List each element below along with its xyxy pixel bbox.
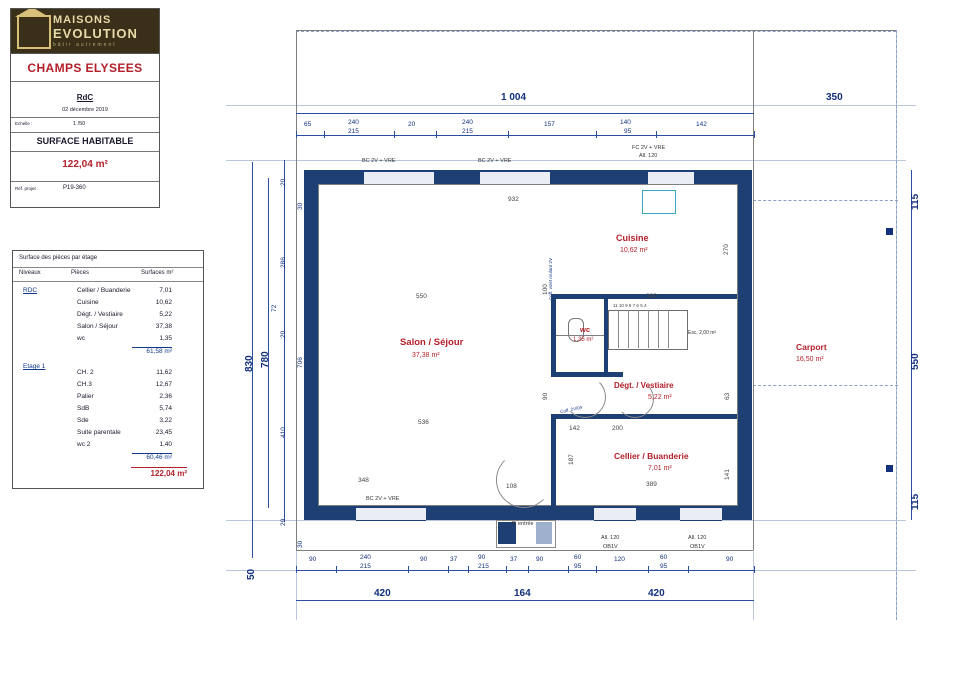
surface-table-title: Surface des pièces par étage bbox=[19, 255, 98, 261]
table-cell-area: 12,67 bbox=[155, 381, 172, 388]
group-label-etage1: Etage 1 bbox=[23, 363, 46, 370]
entry-step bbox=[536, 522, 552, 544]
carport-boundary bbox=[896, 30, 898, 620]
stair-step bbox=[648, 310, 649, 348]
dim-bottom-1: 90 bbox=[309, 556, 317, 563]
table-row: Suite parentale bbox=[77, 429, 121, 436]
dim-bottom-left: 420 bbox=[374, 588, 391, 599]
surface-habitable-value: 122,04 m² bbox=[62, 159, 108, 170]
annotation-window-2: BC 2V + VRE bbox=[478, 158, 512, 164]
room-label-degt: Dégt. / Vestiaire bbox=[614, 381, 674, 390]
annotation-allege-3: All. 120 bbox=[688, 535, 707, 541]
dim-top-4-sub: 215 bbox=[462, 128, 473, 135]
dim-left-3: 286 bbox=[280, 257, 287, 268]
annotation-ob1v-1: OB1V bbox=[603, 544, 618, 550]
dim-bottom-2: 240 bbox=[360, 554, 371, 561]
dim-right-mid: 550 bbox=[910, 353, 921, 370]
dim-inner-2: 550 bbox=[416, 293, 427, 300]
table-row: Sde bbox=[77, 417, 89, 424]
table-cell-area: 1,35 bbox=[159, 335, 172, 342]
annotation-allege-1: All. 120 bbox=[639, 153, 658, 159]
dimension-line-bottom-main bbox=[296, 600, 754, 601]
annotation-window-4: BC 2V + VRE bbox=[366, 496, 400, 502]
company-logo bbox=[11, 9, 159, 54]
dim-bottom-10-sub: 95 bbox=[660, 563, 668, 570]
dim-bottom-5-sub: 215 bbox=[478, 563, 489, 570]
table-row: Cellier / Buanderie bbox=[77, 287, 131, 294]
dimension-line-top bbox=[296, 113, 754, 114]
dim-left-bottom: 50 bbox=[246, 568, 257, 580]
table-row: CH.3 bbox=[77, 381, 92, 388]
dim-inner-5: 389 bbox=[646, 481, 657, 488]
roof-outline bbox=[296, 30, 297, 550]
surface-total: 122,04 m² bbox=[150, 469, 187, 478]
dim-small-1: 270 bbox=[723, 244, 730, 255]
annotation-coffre-volet: Coff. volet roulant 2V bbox=[548, 258, 553, 300]
table-cell-area: 10,62 bbox=[155, 299, 172, 306]
column-header-niveaux: Niveaux bbox=[19, 270, 41, 276]
dim-top-6: 140 bbox=[620, 119, 631, 126]
dimension-chain-bottom bbox=[296, 570, 754, 571]
room-area-cellier: 7,01 m² bbox=[648, 465, 672, 472]
room-area-cuisine: 10,62 m² bbox=[620, 247, 648, 254]
dim-bottom-3: 90 bbox=[420, 556, 428, 563]
dim-left-7: 410 bbox=[280, 427, 287, 438]
dim-small-3: 90 bbox=[542, 392, 549, 400]
kitchen-fixture bbox=[642, 190, 676, 214]
logo-line-2: EVOLUTION bbox=[53, 26, 138, 41]
dim-bottom-mid: 164 bbox=[514, 588, 531, 599]
divider bbox=[11, 181, 159, 182]
room-area-carport: 16,50 m² bbox=[796, 356, 824, 363]
window-opening bbox=[480, 171, 550, 185]
annotation-window-3: FC 2V + VRE bbox=[632, 145, 666, 151]
dim-top-right: 350 bbox=[826, 92, 843, 103]
divider bbox=[11, 117, 159, 118]
anchor-point bbox=[886, 228, 893, 235]
table-cell-area: 23,45 bbox=[155, 429, 172, 436]
dim-top-3: 20 bbox=[408, 121, 416, 128]
table-cell-area: 37,38 bbox=[155, 323, 172, 330]
window-opening bbox=[680, 507, 722, 521]
dim-inner-6: 348 bbox=[358, 477, 369, 484]
dim-inner-3: 389 bbox=[646, 293, 657, 300]
logo-line-1: MAISONS bbox=[53, 14, 112, 26]
room-label-cellier: Cellier / Buanderie bbox=[614, 451, 689, 461]
dim-left-9: 30 bbox=[297, 540, 304, 548]
annotation-window-1: BC 2V + VRE bbox=[362, 158, 396, 164]
dim-bottom-9: 120 bbox=[614, 556, 625, 563]
roof-outline bbox=[296, 30, 896, 31]
table-row: Salon / Séjour bbox=[77, 323, 118, 330]
table-cell-area: 2,36 bbox=[159, 393, 172, 400]
dim-inner-10: 187 bbox=[568, 454, 575, 465]
room-area-salon: 37,38 m² bbox=[412, 352, 440, 359]
carport-boundary bbox=[296, 31, 896, 33]
stair-step bbox=[668, 310, 669, 348]
dim-bottom-8: 60 bbox=[574, 554, 582, 561]
dim-small-2: 100 bbox=[542, 284, 549, 295]
dim-top-1: 65 bbox=[304, 121, 312, 128]
dimension-chain-top bbox=[296, 135, 754, 136]
dim-inner-1: 932 bbox=[508, 196, 519, 203]
dim-inner-9: 142 bbox=[569, 425, 580, 432]
dim-small-5: 141 bbox=[724, 469, 731, 480]
interior-wall bbox=[551, 294, 737, 299]
inner-lining bbox=[737, 184, 738, 506]
window-opening bbox=[356, 507, 426, 521]
table-row: CH. 2 bbox=[77, 369, 94, 376]
dim-top-2-sub: 215 bbox=[348, 128, 359, 135]
carport-boundary bbox=[753, 200, 898, 202]
inner-lining bbox=[318, 184, 738, 185]
exterior-wall-left bbox=[304, 170, 318, 520]
scale-value: 1 /50 bbox=[73, 121, 86, 127]
room-area-wc: 1,35 m² bbox=[573, 337, 594, 343]
reference-label: Réf. projet : bbox=[15, 186, 39, 191]
dim-top-4: 240 bbox=[462, 119, 473, 126]
anchor-point bbox=[886, 465, 893, 472]
column-header-surfaces: Surfaces m² bbox=[141, 270, 174, 276]
carport-boundary bbox=[753, 385, 898, 387]
dim-inner-4: 536 bbox=[418, 419, 429, 426]
table-row: wc 2 bbox=[77, 441, 91, 448]
table-row: SdB bbox=[77, 405, 90, 412]
divider bbox=[131, 467, 187, 468]
room-label-wc: wc bbox=[580, 325, 591, 334]
scale-label: Echelle : bbox=[15, 121, 33, 126]
plan-date: 02 décembre 2019 bbox=[62, 107, 108, 113]
logo-tagline: bâtir autrement bbox=[53, 42, 117, 48]
room-label-cuisine: Cuisine bbox=[616, 233, 649, 243]
dim-top-2: 240 bbox=[348, 119, 359, 126]
annotation-allege-2: All. 120 bbox=[601, 535, 620, 541]
table-cell-area: 1,40 bbox=[159, 441, 172, 448]
window-opening bbox=[594, 507, 636, 521]
dim-left-8: 20 bbox=[280, 518, 287, 526]
dim-top-7: 142 bbox=[696, 121, 707, 128]
divider bbox=[11, 151, 159, 152]
table-cell-area: 5,22 bbox=[159, 311, 172, 318]
exterior-wall-right bbox=[738, 170, 752, 520]
roof-outline bbox=[296, 550, 753, 551]
dim-bottom-8-sub: 95 bbox=[574, 563, 582, 570]
dimension-line-left-inner bbox=[268, 178, 269, 508]
dim-bottom-11: 90 bbox=[726, 556, 734, 563]
axis-line bbox=[226, 520, 906, 521]
surface-table bbox=[12, 250, 204, 489]
annotation-coffre: Coff. 2V/04 bbox=[559, 404, 583, 415]
stair-step bbox=[628, 310, 629, 348]
table-row: wc bbox=[77, 335, 85, 342]
table-row: Cuisine bbox=[77, 299, 99, 306]
group-label-rdc: RDC bbox=[23, 287, 38, 294]
dim-bottom-6: 37 bbox=[510, 556, 518, 563]
dim-left-5: 72 bbox=[271, 304, 278, 312]
subtotal-rdc: 61,58 m² bbox=[132, 347, 172, 355]
dim-left-outer: 830 bbox=[244, 355, 255, 372]
stair-step bbox=[638, 310, 639, 348]
annotation-ob1v-2: OB1V bbox=[690, 544, 705, 550]
table-row: Palier bbox=[77, 393, 94, 400]
dim-bottom-10: 60 bbox=[660, 554, 668, 561]
dim-inner-7: 108 bbox=[506, 483, 517, 490]
stair-numbers: 11 10 9 8 7 6 5 4 bbox=[613, 303, 647, 308]
roof-outline bbox=[753, 30, 754, 550]
divider bbox=[13, 281, 203, 282]
house-icon bbox=[17, 15, 51, 49]
dim-top-main: 1 004 bbox=[501, 92, 527, 103]
divider bbox=[11, 132, 159, 133]
axis-line bbox=[226, 160, 906, 161]
column-header-pieces: Pièces bbox=[71, 270, 90, 276]
dim-bottom-7: 90 bbox=[536, 556, 544, 563]
room-label-carport: Carport bbox=[796, 342, 827, 352]
floor-level: RdC bbox=[76, 93, 94, 102]
divider bbox=[11, 81, 159, 82]
subtotal-etage1: 60,46 m² bbox=[132, 453, 172, 461]
table-cell-area: 7,01 bbox=[159, 287, 172, 294]
window-opening bbox=[364, 171, 434, 185]
window-opening bbox=[648, 171, 694, 185]
project-name: CHAMPS ELYSEES bbox=[27, 61, 143, 75]
dim-right-lower: 115 bbox=[910, 493, 921, 510]
table-cell-area: 5,74 bbox=[159, 405, 172, 412]
stair-step bbox=[658, 310, 659, 348]
reference-value: P19-360 bbox=[63, 185, 86, 191]
dim-top-6-sub: 95 bbox=[624, 128, 632, 135]
dim-left-4: 20 bbox=[280, 330, 287, 338]
dim-bottom-5: 90 bbox=[478, 554, 486, 561]
inner-lining bbox=[318, 184, 319, 506]
divider bbox=[13, 267, 203, 268]
stair-step bbox=[618, 310, 619, 348]
dim-bottom-2-sub: 215 bbox=[360, 563, 371, 570]
table-row: Dégt. / Vestiaire bbox=[77, 311, 123, 318]
dim-small-4: 63 bbox=[724, 392, 731, 400]
room-area-degt: 5,22 m² bbox=[648, 394, 672, 401]
dim-bottom-right: 420 bbox=[648, 588, 665, 599]
dimension-line-right bbox=[911, 170, 912, 520]
title-block bbox=[10, 8, 160, 208]
dim-left-2: 30 bbox=[297, 202, 304, 210]
dim-right-upper: 115 bbox=[910, 193, 921, 210]
stair-area-note: Esc. 2,00 m² bbox=[688, 330, 717, 336]
door-swing bbox=[496, 452, 552, 508]
table-cell-area: 11,62 bbox=[156, 369, 172, 376]
dim-left-1: 20 bbox=[280, 178, 287, 186]
floor-plan bbox=[196, 0, 960, 678]
dim-top-5: 157 bbox=[544, 121, 555, 128]
surface-habitable-label: SURFACE HABITABLE bbox=[36, 136, 134, 146]
axis-line bbox=[226, 105, 916, 106]
dim-left-6: 706 bbox=[297, 357, 304, 368]
entry-label: P. entrée bbox=[512, 521, 534, 527]
dim-inner-8: 200 bbox=[612, 425, 623, 432]
dimension-chain-left bbox=[284, 160, 285, 522]
table-cell-area: 3,22 bbox=[159, 417, 172, 424]
dim-bottom-4: 37 bbox=[450, 556, 458, 563]
room-label-salon: Salon / Séjour bbox=[400, 337, 464, 348]
dim-left-inner: 780 bbox=[260, 351, 271, 368]
